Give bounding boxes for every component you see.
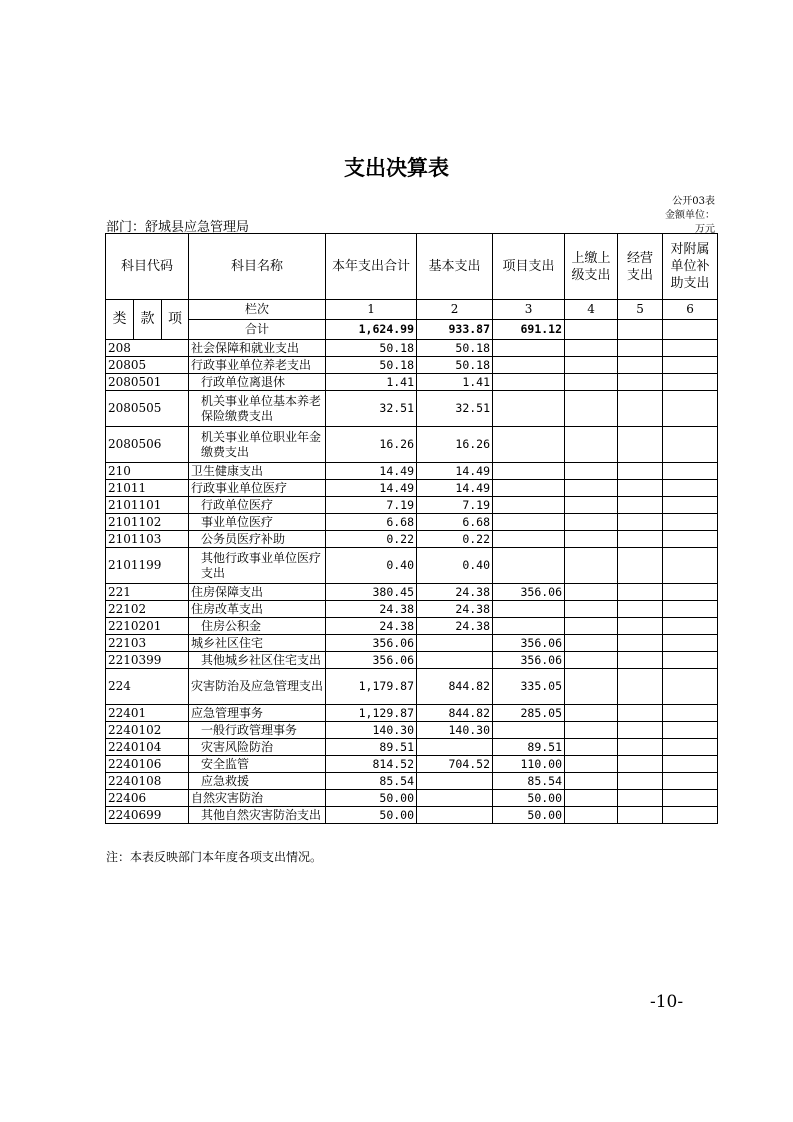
row-project — [493, 497, 565, 514]
row-code: 2240102 — [106, 722, 189, 739]
row-name: 机关事业单位基本养老保险缴费支出 — [189, 391, 326, 427]
row-project — [493, 463, 565, 480]
table-row — [106, 463, 718, 480]
row-basic: 140.30 — [417, 722, 493, 739]
row-basic: 24.38 — [417, 584, 493, 601]
row-code: 2210201 — [106, 618, 189, 635]
row-name: 住房保障支出 — [189, 584, 326, 601]
row-empty-cell — [618, 635, 663, 652]
row-code: 22103 — [106, 635, 189, 652]
row-code: 2101101 — [106, 497, 189, 514]
table-row — [106, 514, 718, 531]
row-basic: 14.49 — [417, 463, 493, 480]
row-total: 24.38 — [326, 618, 417, 635]
row-project: 356.06 — [493, 652, 565, 669]
row-empty-cell — [663, 722, 718, 739]
row-code: 2240108 — [106, 773, 189, 790]
row-empty-cell — [663, 652, 718, 669]
col-num-1: 1 — [326, 300, 417, 320]
row-project — [493, 548, 565, 584]
row-empty-cell — [565, 480, 618, 497]
row-total: 50.18 — [326, 357, 417, 374]
row-code: 2240699 — [106, 807, 189, 824]
row-total: 14.49 — [326, 480, 417, 497]
row-basic: 14.49 — [417, 480, 493, 497]
row-empty-cell — [663, 391, 718, 427]
row-empty-cell — [618, 480, 663, 497]
row-empty-cell — [663, 531, 718, 548]
row-basic: 50.18 — [417, 357, 493, 374]
row-name: 公务员医疗补助 — [189, 531, 326, 548]
row-empty-cell — [618, 652, 663, 669]
row-total: 50.00 — [326, 807, 417, 824]
row-code: 22406 — [106, 790, 189, 807]
row-empty-cell — [663, 463, 718, 480]
row-empty-cell — [618, 739, 663, 756]
header-lei: 类 — [106, 300, 134, 340]
row-basic — [417, 773, 493, 790]
row-total: 89.51 — [326, 739, 417, 756]
row-total: 14.49 — [326, 463, 417, 480]
header-row — [106, 234, 718, 300]
row-name: 应急救援 — [189, 773, 326, 790]
table-row — [106, 374, 718, 391]
row-empty-cell — [565, 601, 618, 618]
table-row — [106, 618, 718, 635]
row-total: 380.45 — [326, 584, 417, 601]
row-name: 事业单位医疗 — [189, 514, 326, 531]
row-basic: 844.82 — [417, 669, 493, 705]
row-name: 其他自然灾害防治支出 — [189, 807, 326, 824]
row-project — [493, 601, 565, 618]
total-basic: 933.87 — [417, 320, 493, 340]
total-row — [106, 320, 718, 340]
unit-label: 金额单位： — [665, 210, 715, 221]
table-row — [106, 790, 718, 807]
row-total: 50.00 — [326, 790, 417, 807]
row-project: 50.00 — [493, 790, 565, 807]
row-empty-cell — [663, 618, 718, 635]
row-empty-cell — [663, 497, 718, 514]
row-code: 2101199 — [106, 548, 189, 584]
row-basic: 7.19 — [417, 497, 493, 514]
row-empty-cell — [663, 635, 718, 652]
unit-value: 万元 — [695, 224, 715, 235]
row-empty-cell — [565, 531, 618, 548]
row-empty-cell — [663, 669, 718, 705]
col-num-4: 4 — [565, 300, 618, 320]
row-total: 0.40 — [326, 548, 417, 584]
col-num-5: 5 — [618, 300, 663, 320]
row-name: 行政事业单位医疗 — [189, 480, 326, 497]
header-business: 经营支出 — [618, 234, 663, 300]
row-basic — [417, 635, 493, 652]
row-code: 224 — [106, 669, 189, 705]
row-project: 356.06 — [493, 635, 565, 652]
row-name: 行政事业单位养老支出 — [189, 357, 326, 374]
row-basic: 6.68 — [417, 514, 493, 531]
row-basic: 24.38 — [417, 601, 493, 618]
row-total: 0.22 — [326, 531, 417, 548]
total-project: 691.12 — [493, 320, 565, 340]
row-total: 1.41 — [326, 374, 417, 391]
lanci-row — [106, 300, 718, 320]
row-basic: 0.40 — [417, 548, 493, 584]
row-code: 210 — [106, 463, 189, 480]
row-basic: 0.22 — [417, 531, 493, 548]
row-name: 社会保障和就业支出 — [189, 340, 326, 357]
row-project — [493, 531, 565, 548]
row-project — [493, 357, 565, 374]
table-row — [106, 635, 718, 652]
row-empty-cell — [663, 705, 718, 722]
row-empty-cell — [565, 514, 618, 531]
row-empty-cell — [565, 652, 618, 669]
row-empty-cell — [663, 514, 718, 531]
row-project: 50.00 — [493, 807, 565, 824]
row-code: 2101103 — [106, 531, 189, 548]
row-empty-cell — [618, 618, 663, 635]
row-empty-cell — [618, 391, 663, 427]
row-total: 814.52 — [326, 756, 417, 773]
row-empty-cell — [618, 514, 663, 531]
row-empty-cell — [618, 427, 663, 463]
header-upper: 上缴上级支出 — [565, 234, 618, 300]
row-empty-cell — [565, 790, 618, 807]
table-row — [106, 807, 718, 824]
table-number: 公开03表 — [672, 196, 715, 207]
row-code: 20805 — [106, 357, 189, 374]
row-empty-cell — [663, 357, 718, 374]
row-empty-cell — [618, 374, 663, 391]
row-total: 356.06 — [326, 652, 417, 669]
row-project: 356.06 — [493, 584, 565, 601]
table-row — [106, 739, 718, 756]
row-empty-cell — [565, 374, 618, 391]
row-project — [493, 480, 565, 497]
row-empty-cell — [565, 807, 618, 824]
row-name: 灾害风险防治 — [189, 739, 326, 756]
row-empty-cell — [565, 357, 618, 374]
row-empty-cell — [618, 756, 663, 773]
row-code: 2080501 — [106, 374, 189, 391]
table-row — [106, 427, 718, 463]
row-empty-cell — [663, 790, 718, 807]
row-basic: 704.52 — [417, 756, 493, 773]
row-total: 6.68 — [326, 514, 417, 531]
row-project — [493, 618, 565, 635]
row-code: 208 — [106, 340, 189, 357]
row-code: 2080505 — [106, 391, 189, 427]
row-empty-cell — [565, 427, 618, 463]
row-empty-cell — [663, 427, 718, 463]
row-project — [493, 722, 565, 739]
row-total: 24.38 — [326, 601, 417, 618]
row-empty-cell — [565, 756, 618, 773]
row-empty-cell — [663, 340, 718, 357]
row-code: 22401 — [106, 705, 189, 722]
row-total: 1,129.87 — [326, 705, 417, 722]
row-empty-cell — [618, 773, 663, 790]
col-num-3: 3 — [493, 300, 565, 320]
row-name: 灾害防治及应急管理支出 — [189, 669, 326, 705]
row-total: 32.51 — [326, 391, 417, 427]
row-empty-cell — [618, 497, 663, 514]
row-empty-cell — [663, 756, 718, 773]
row-empty-cell — [565, 584, 618, 601]
header-basic: 基本支出 — [417, 234, 493, 300]
total-label: 合计 — [189, 320, 326, 340]
row-project — [493, 374, 565, 391]
row-project: 110.00 — [493, 756, 565, 773]
row-empty-cell — [663, 374, 718, 391]
row-total: 356.06 — [326, 635, 417, 652]
expenditure-table — [105, 233, 718, 824]
row-total: 1,179.87 — [326, 669, 417, 705]
row-empty-cell — [565, 548, 618, 584]
row-empty-cell — [663, 548, 718, 584]
row-empty-cell — [565, 739, 618, 756]
row-empty-cell — [618, 601, 663, 618]
table-row — [106, 480, 718, 497]
table-row — [106, 391, 718, 427]
row-empty-cell — [565, 722, 618, 739]
table-row — [106, 773, 718, 790]
row-project — [493, 427, 565, 463]
header-lanci: 栏次 — [189, 300, 326, 320]
row-code: 2101102 — [106, 514, 189, 531]
row-basic: 24.38 — [417, 618, 493, 635]
row-empty-cell — [663, 773, 718, 790]
row-basic — [417, 652, 493, 669]
table-row — [106, 548, 718, 584]
row-name: 安全监管 — [189, 756, 326, 773]
row-code: 2240106 — [106, 756, 189, 773]
row-name: 自然灾害防治 — [189, 790, 326, 807]
row-basic — [417, 739, 493, 756]
row-empty-cell — [618, 548, 663, 584]
table-row — [106, 584, 718, 601]
table-row — [106, 652, 718, 669]
table-row — [106, 531, 718, 548]
row-empty-cell — [663, 584, 718, 601]
department-label: 部门：舒城县应急管理局 — [106, 220, 250, 235]
table-row — [106, 340, 718, 357]
table-row — [106, 497, 718, 514]
page-number: -10- — [650, 992, 684, 1012]
row-project: 335.05 — [493, 669, 565, 705]
row-project: 85.54 — [493, 773, 565, 790]
row-basic — [417, 790, 493, 807]
row-empty-cell — [618, 669, 663, 705]
header-kuan: 款 — [134, 300, 162, 340]
header-total: 本年支出合计 — [326, 234, 417, 300]
row-name: 行政单位离退休 — [189, 374, 326, 391]
row-name: 应急管理事务 — [189, 705, 326, 722]
row-code: 2240104 — [106, 739, 189, 756]
row-empty-cell — [663, 480, 718, 497]
footnote: 注：本表反映部门本年度各项支出情况。 — [106, 850, 323, 864]
row-project — [493, 340, 565, 357]
row-name: 机关事业单位职业年金缴费支出 — [189, 427, 326, 463]
row-code: 22102 — [106, 601, 189, 618]
row-name: 行政单位医疗 — [189, 497, 326, 514]
row-name: 城乡社区住宅 — [189, 635, 326, 652]
row-name: 卫生健康支出 — [189, 463, 326, 480]
row-empty-cell — [618, 531, 663, 548]
row-total: 7.19 — [326, 497, 417, 514]
header-subsidy: 对附属单位补助支出 — [663, 234, 718, 300]
table-row — [106, 722, 718, 739]
row-empty-cell — [565, 463, 618, 480]
header-xiang: 项 — [162, 300, 189, 340]
row-total: 16.26 — [326, 427, 417, 463]
row-empty-cell — [565, 705, 618, 722]
row-empty-cell — [618, 722, 663, 739]
row-total: 85.54 — [326, 773, 417, 790]
header-project: 项目支出 — [493, 234, 565, 300]
row-project: 89.51 — [493, 739, 565, 756]
row-code: 221 — [106, 584, 189, 601]
row-basic: 16.26 — [417, 427, 493, 463]
row-basic: 32.51 — [417, 391, 493, 427]
row-empty-cell — [618, 463, 663, 480]
row-empty-cell — [618, 790, 663, 807]
row-total: 50.18 — [326, 340, 417, 357]
total-amount: 1,624.99 — [326, 320, 417, 340]
row-empty-cell — [663, 739, 718, 756]
header-name: 科目名称 — [189, 234, 326, 300]
row-empty-cell — [565, 497, 618, 514]
row-empty-cell — [618, 357, 663, 374]
row-empty-cell — [618, 807, 663, 824]
row-project — [493, 514, 565, 531]
row-empty-cell — [565, 391, 618, 427]
row-name: 其他城乡社区住宅支出 — [189, 652, 326, 669]
page-title: 支出决算表 — [344, 156, 449, 180]
row-basic: 50.18 — [417, 340, 493, 357]
row-empty-cell — [618, 340, 663, 357]
row-empty-cell — [565, 618, 618, 635]
row-empty-cell — [565, 635, 618, 652]
row-empty-cell — [565, 773, 618, 790]
table-row — [106, 669, 718, 705]
row-empty-cell — [663, 807, 718, 824]
row-name: 一般行政管理事务 — [189, 722, 326, 739]
header-code: 科目代码 — [106, 234, 189, 300]
row-basic: 1.41 — [417, 374, 493, 391]
row-project — [493, 391, 565, 427]
row-empty-cell — [663, 601, 718, 618]
row-name: 住房公积金 — [189, 618, 326, 635]
table-row — [106, 601, 718, 618]
row-code: 2080506 — [106, 427, 189, 463]
col-num-2: 2 — [417, 300, 493, 320]
table-row — [106, 705, 718, 722]
row-total: 140.30 — [326, 722, 417, 739]
row-empty-cell — [618, 705, 663, 722]
table-row — [106, 357, 718, 374]
row-empty-cell — [565, 340, 618, 357]
row-code: 21011 — [106, 480, 189, 497]
row-code: 2210399 — [106, 652, 189, 669]
row-name: 其他行政事业单位医疗支出 — [189, 548, 326, 584]
table-row — [106, 756, 718, 773]
row-empty-cell — [565, 669, 618, 705]
row-name: 住房改革支出 — [189, 601, 326, 618]
row-basic: 844.82 — [417, 705, 493, 722]
row-empty-cell — [618, 584, 663, 601]
row-project: 285.05 — [493, 705, 565, 722]
row-basic — [417, 807, 493, 824]
col-num-6: 6 — [663, 300, 718, 320]
